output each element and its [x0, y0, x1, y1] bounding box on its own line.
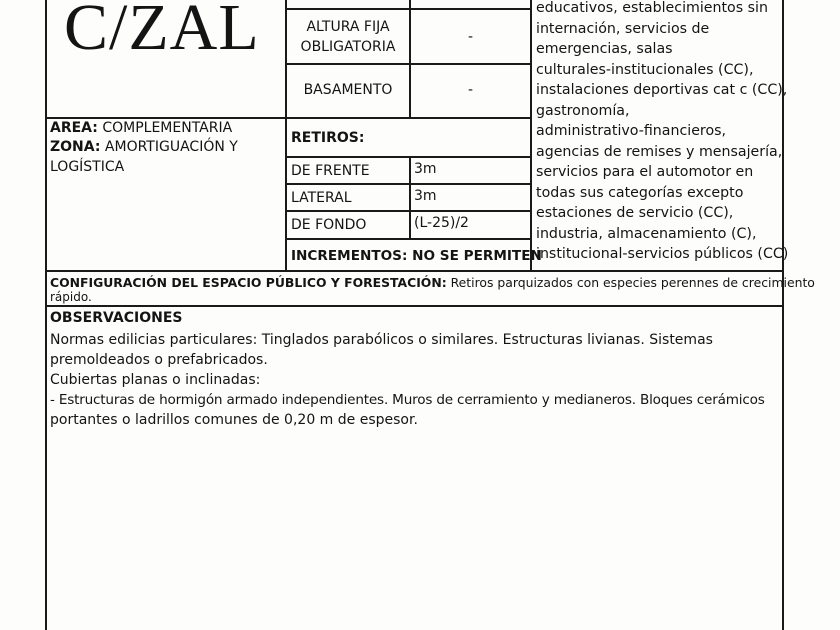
- altura-fija-label-line1: ALTURA FIJA: [306, 19, 390, 35]
- uses-line: institucional-servicios públicos (CC): [536, 246, 789, 262]
- col-divider-2: [409, 0, 411, 118]
- observaciones-line: - Estructuras de hormigón armado independientes. Muros de cerramiento y medianeros. Bloques cerámicos: [50, 392, 765, 408]
- uses-line: administrativo-financieros,: [536, 123, 727, 139]
- uses-line: todas sus categorías excepto: [536, 184, 744, 201]
- retiros-title: RETIROS:: [291, 130, 365, 146]
- row-line-retiros: [285, 156, 530, 158]
- observaciones-line: Normas edilicias particulares: Tinglados parabólicos o similares. Estructuras livianas. Sistemas: [50, 332, 713, 348]
- zona-value-line1: AMORTIGUACIÓN Y: [104, 139, 238, 155]
- uses-list: [536, 0, 789, 265]
- row-line-config: [45, 270, 784, 272]
- zona-value-line2: LOGÍSTICA: [50, 159, 125, 175]
- altura-fija-label: [287, 17, 409, 57]
- retiro-frente-label: DE FRENTE: [291, 163, 370, 179]
- retiro-lateral-label: LATERAL: [291, 190, 352, 206]
- col-divider-3: [530, 0, 532, 271]
- retiro-fondo-value: (L-25)/2: [414, 215, 469, 231]
- row-line-obs: [45, 305, 784, 307]
- zona-line: [50, 137, 238, 157]
- basamento-value: -: [467, 82, 474, 98]
- zona-label: ZONA:: [50, 139, 101, 155]
- outer-left-border: [45, 0, 47, 630]
- retiro-lateral-value: 3m: [414, 188, 437, 204]
- observaciones-line: premoldeados o prefabricados.: [50, 352, 268, 368]
- uses-line: industria, almacenamiento (C),: [536, 225, 757, 242]
- uses-line: educativos, establecimientos sin: [536, 0, 768, 16]
- altura-fija-value: -: [467, 29, 474, 45]
- config-label: CONFIGURACIÓN DEL ESPACIO PÚBLICO Y FORESTACIÓN:: [50, 275, 447, 290]
- basamento-label: BASAMENTO: [303, 82, 393, 98]
- uses-line: servicios para el automotor en: [536, 164, 754, 180]
- observaciones-title: OBSERVACIONES: [50, 310, 183, 326]
- col-divider-2b: [409, 156, 411, 240]
- area-line: [50, 118, 232, 138]
- uses-line: instalaciones deportivas cat c (CC),: [536, 82, 788, 98]
- row-line-frente: [285, 183, 530, 185]
- observaciones-line: Cubiertas planas o inclinadas:: [50, 372, 261, 388]
- incrementos-text: INCREMENTOS: NO SE PERMITEN: [291, 248, 542, 264]
- row-line-fondo: [285, 238, 530, 240]
- row-line-top: [285, 8, 530, 10]
- retiro-frente-value: 3m: [414, 161, 437, 177]
- config-text: Retiros parquizados con especies perennes de crecimiento: [450, 275, 815, 290]
- row-line-lateral: [285, 210, 530, 212]
- observaciones-line: portantes o ladrillos comunes de 0,20 m de espesor.: [50, 412, 418, 428]
- altura-fija-label-line2: OBLIGATORIA: [300, 39, 396, 55]
- uses-line: agencias de remises y mensajería,: [536, 143, 783, 160]
- uses-line: culturales-institucionales (CC),: [536, 61, 754, 78]
- uses-line: gastronomía,: [536, 102, 630, 119]
- config-line1: [50, 273, 815, 293]
- area-label: AREA:: [50, 120, 98, 136]
- area-value: COMPLEMENTARIA: [102, 120, 233, 136]
- row-line-altura: [285, 63, 530, 65]
- uses-line: emergencias, salas: [536, 41, 673, 57]
- zone-code-title: C/ZAL: [64, 0, 260, 64]
- retiro-fondo-label: DE FONDO: [291, 217, 367, 233]
- uses-line: internación, servicios de: [536, 20, 710, 37]
- uses-line: estaciones de servicio (CC),: [536, 205, 734, 221]
- config-line2: rápido.: [50, 290, 92, 304]
- observaciones-body: [50, 330, 782, 430]
